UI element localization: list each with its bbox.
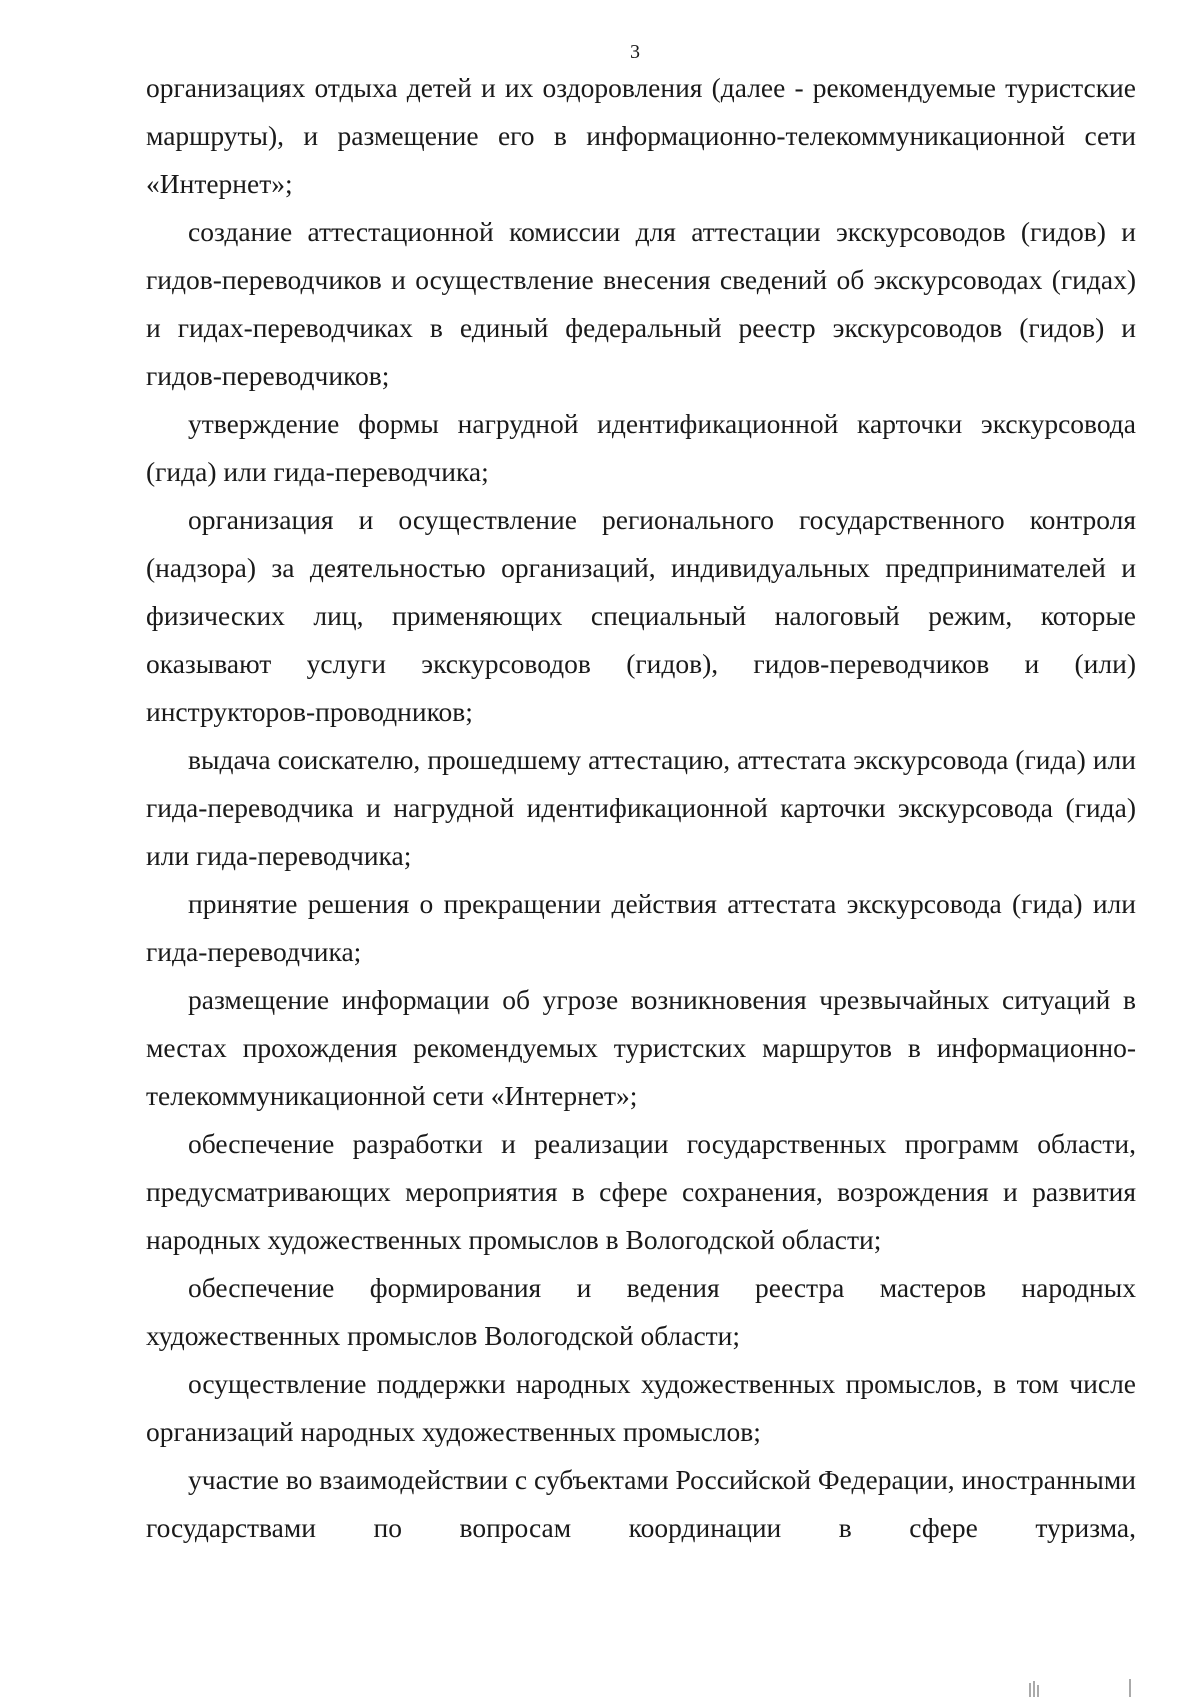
paragraph-4: организация и осуществление регионального государственного контроля (надзора) за деятельностью организаций, индивидуальных предпринимателей и физических лиц, применяющих специальный налоговый режим, которые оказывают услуги экскурсоводов (гидов), гидов-переводчиков и (или) инструкторов-проводников; — [146, 504, 1136, 727]
paragraph-11: участие во взаимодействии с субъектами Российской Федерации, иностранными государствами по вопросам координации в сфере туризма, — [146, 1464, 1136, 1543]
paragraph-9: обеспечение формирования и ведения реестра мастеров народных художественных промыслов Вологодской области; — [146, 1272, 1136, 1351]
paragraph-10: осуществление поддержки народных художественных промыслов, в том числе организаций народных художественных промыслов; — [146, 1368, 1136, 1447]
document-body — [146, 64, 1136, 1552]
paragraph-7: размещение информации об угрозе возникновения чрезвычайных ситуаций в местах прохождения рекомендуемых туристских маршрутов в информационно-телекоммуникационной сети «Интернет»; — [146, 984, 1136, 1111]
paragraph-1: организациях отдыха детей и их оздоровления (далее - рекомендуемые туристские маршруты), и размещение его в информационно-телекоммуникационной сети «Интернет»; — [146, 72, 1136, 199]
paragraph-2: создание аттестационной комиссии для аттестации экскурсоводов (гидов) и гидов-переводчиков и осуществление внесения сведений об экскурсоводах (гидах) и гидах-переводчиках в единый федеральный реестр экскурсоводов (гидов) и гидов-переводчиков; — [146, 216, 1136, 391]
scan-marks — [1020, 1673, 1140, 1697]
paragraph-3: утверждение формы нагрудной идентификационной карточки экскурсовода (гида) или гида-переводчика; — [146, 408, 1136, 487]
paragraph-6: принятие решения о прекращении действия аттестата экскурсовода (гида) или гида-переводчика; — [146, 888, 1136, 967]
paragraph-8: обеспечение разработки и реализации государственных программ области, предусматривающих мероприятия в сфере сохранения, возрождения и развития народных художественных промыслов в Вологодской области; — [146, 1128, 1136, 1255]
page-number: 3 — [630, 41, 640, 63]
paragraph-5: выдача соискателю, прошедшему аттестацию, аттестата экскурсовода (гида) или гида-переводчика и нагрудной идентификационной карточки экскурсовода (гида) или гида-переводчика; — [146, 744, 1136, 871]
